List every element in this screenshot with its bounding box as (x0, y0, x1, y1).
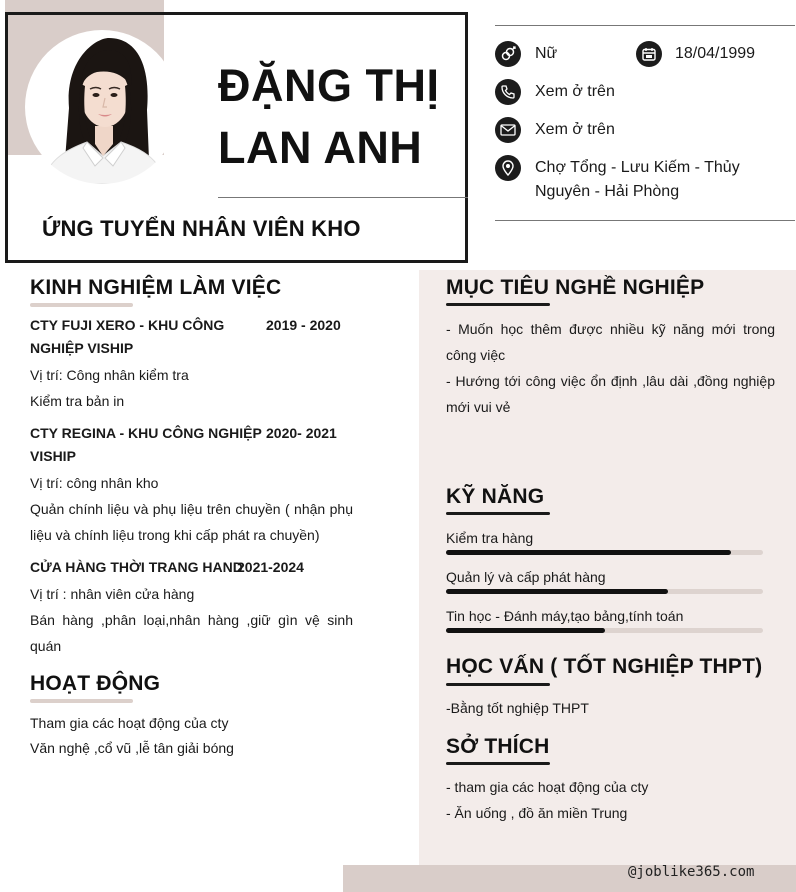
job-3-period: 2021-2024 (237, 559, 304, 575)
phone-value: Xem ở trên (535, 83, 615, 100)
watermark: @joblike365.com (628, 864, 755, 880)
contact-top-divider (495, 25, 795, 26)
skill-1-bar (446, 550, 763, 555)
skill-1-label: Kiểm tra hàng (446, 530, 534, 546)
candidate-name-line1: ĐẶNG THỊ (218, 60, 440, 111)
job-2-company-line2: VISHIP (30, 448, 76, 464)
hobby-item-1: - tham gia các hoạt động của cty (446, 779, 649, 795)
address-value (535, 156, 740, 204)
job-2-period: 2020- 2021 (266, 425, 337, 441)
birthday-icon (636, 41, 662, 67)
skill-2-label: Quản lý và cấp phát hàng (446, 569, 606, 585)
activity-item-2: Văn nghệ ,cổ vũ ,lễ tân giải bóng (30, 740, 234, 756)
email-value: Xem ở trên (535, 121, 615, 138)
job-3-company: CỬA HÀNG THỜI TRANG HAND (30, 559, 243, 575)
skill-3-bar-fill (446, 628, 605, 633)
education-item-1: -Bằng tốt nghiệp THPT (446, 700, 589, 716)
education-underline (446, 683, 550, 686)
hobbies-title: SỞ THÍCH (446, 735, 550, 758)
job-1-desc: Kiểm tra bản in (30, 393, 125, 409)
job-1-company (30, 314, 260, 360)
job-2-desc: Quản chính liệu và phụ liệu trên chuyền ( nhận phụ liệu và chính liệu trong khi cấp phát ra chuyền) (30, 501, 353, 543)
objective-item-2: - Hướng tới công việc ổn định ,lâu dài ,đồng nghiệp mới vui vẻ (446, 373, 775, 415)
skill-2-bar-fill (446, 589, 668, 594)
profile-photo (25, 30, 179, 184)
hobbies-underline (446, 762, 550, 765)
job-3-position: Vị trí : nhân viên cửa hàng (30, 586, 195, 602)
skill-2-bar (446, 589, 763, 594)
job-title: ỨNG TUYỂN NHÂN VIÊN KHO (42, 216, 361, 241)
email-icon (495, 117, 521, 143)
job-1-company-line1: CTY FUJI XERO - KHU CÔNG (30, 317, 225, 333)
objective-title: MỤC TIÊU NGHỀ NGHIỆP (446, 276, 705, 299)
profile-photo-illustration (25, 30, 179, 184)
activities-title: HOẠT ĐỘNG (30, 672, 161, 695)
job-1-position: Vị trí: Công nhân kiểm tra (30, 367, 189, 383)
objective-underline (446, 303, 550, 306)
phone-icon (495, 79, 521, 105)
job-1-company-line2: NGHIỆP VISHIP (30, 340, 134, 356)
objective-item-1: - Muốn học thêm được nhiều kỹ năng mới trong công việc (446, 321, 775, 363)
contact-bottom-divider (495, 220, 795, 221)
experience-underline (30, 303, 133, 307)
activity-item-1: Tham gia các hoạt động của cty (30, 715, 229, 731)
job-1-period: 2019 - 2020 (266, 317, 341, 333)
address-line1: Chợ Tổng - Lưu Kiếm - Thủy (535, 159, 740, 176)
skill-1-bar-fill (446, 550, 731, 555)
job-2-position: Vị trí: công nhân kho (30, 475, 159, 491)
gender-value: Nữ (535, 45, 558, 62)
skill-3-bar (446, 628, 763, 633)
activities-underline (30, 699, 133, 703)
hobby-item-2: - Ăn uống , đồ ăn miền Trung (446, 805, 628, 821)
skill-3-label: Tin học - Đánh máy,tạo bảng,tính toán (446, 608, 684, 624)
job-3-desc: Bán hàng ,phân loại,nhân hàng ,giữ gìn vệ sinh quán (30, 612, 353, 654)
job-2-company (30, 422, 270, 468)
skills-underline (446, 512, 550, 515)
address-line2: Nguyên - Hải Phòng (535, 183, 680, 200)
experience-title: KINH NGHIỆM LÀM VIỆC (30, 276, 282, 299)
birthdate-value: 18/04/1999 (675, 45, 756, 62)
skills-title: KỸ NĂNG (446, 485, 545, 508)
education-title: HỌC VẤN ( TỐT NGHIỆP THPT) (446, 655, 763, 678)
candidate-name (218, 55, 440, 179)
name-divider (218, 197, 468, 198)
location-icon (495, 155, 521, 181)
gender-icon (495, 41, 521, 67)
candidate-name-line2: LAN ANH (218, 122, 423, 173)
job-2-company-line1: CTY REGINA - KHU CÔNG NGHIỆP (30, 425, 262, 441)
